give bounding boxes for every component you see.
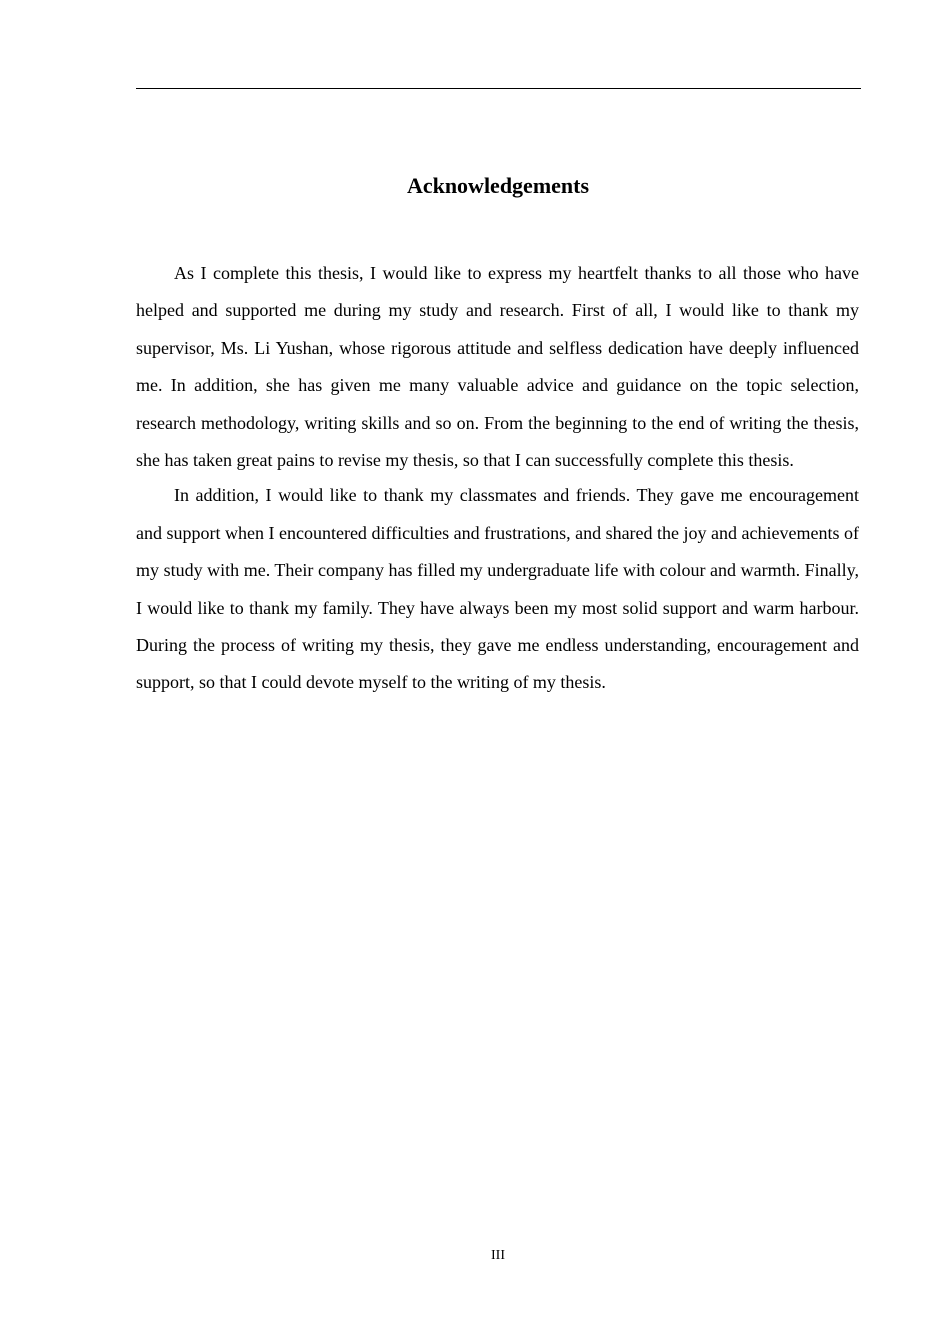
header-rule: [136, 88, 861, 89]
paragraph-2: In addition, I would like to thank my classmates and friends. They gave me encouragement and support when I encountered difficulties and frustrations, and shared the joy and achievements of my study with me. Their company has filled my undergraduate life with colour and warmth. Finally, I would like to thank my family. They have always been my most solid support and warm harbour. During the process of writing my thesis, they gave me endless understanding, encouragement and support, so that I could devote myself to the writing of my thesis.: [136, 485, 859, 693]
paragraph-1: As I complete this thesis, I would like to express my heartfelt thanks to all those who have helped and supported me during my study and research. First of all, I would like to thank my supervisor, Ms. Li Yushan, whose rigorous attitude and selfless dedication have deeply influenced me. In addition, she has given me many valuable advice and guidance on the topic selection, research methodology, writing skills and so on. From the beginning to the end of writing the thesis, she has taken great pains to revise my thesis, so that I can successfully complete this thesis.: [136, 263, 859, 471]
page-number: III: [491, 1248, 505, 1263]
body-text: [136, 255, 859, 700]
page-title: Acknowledgements: [406, 173, 590, 198]
